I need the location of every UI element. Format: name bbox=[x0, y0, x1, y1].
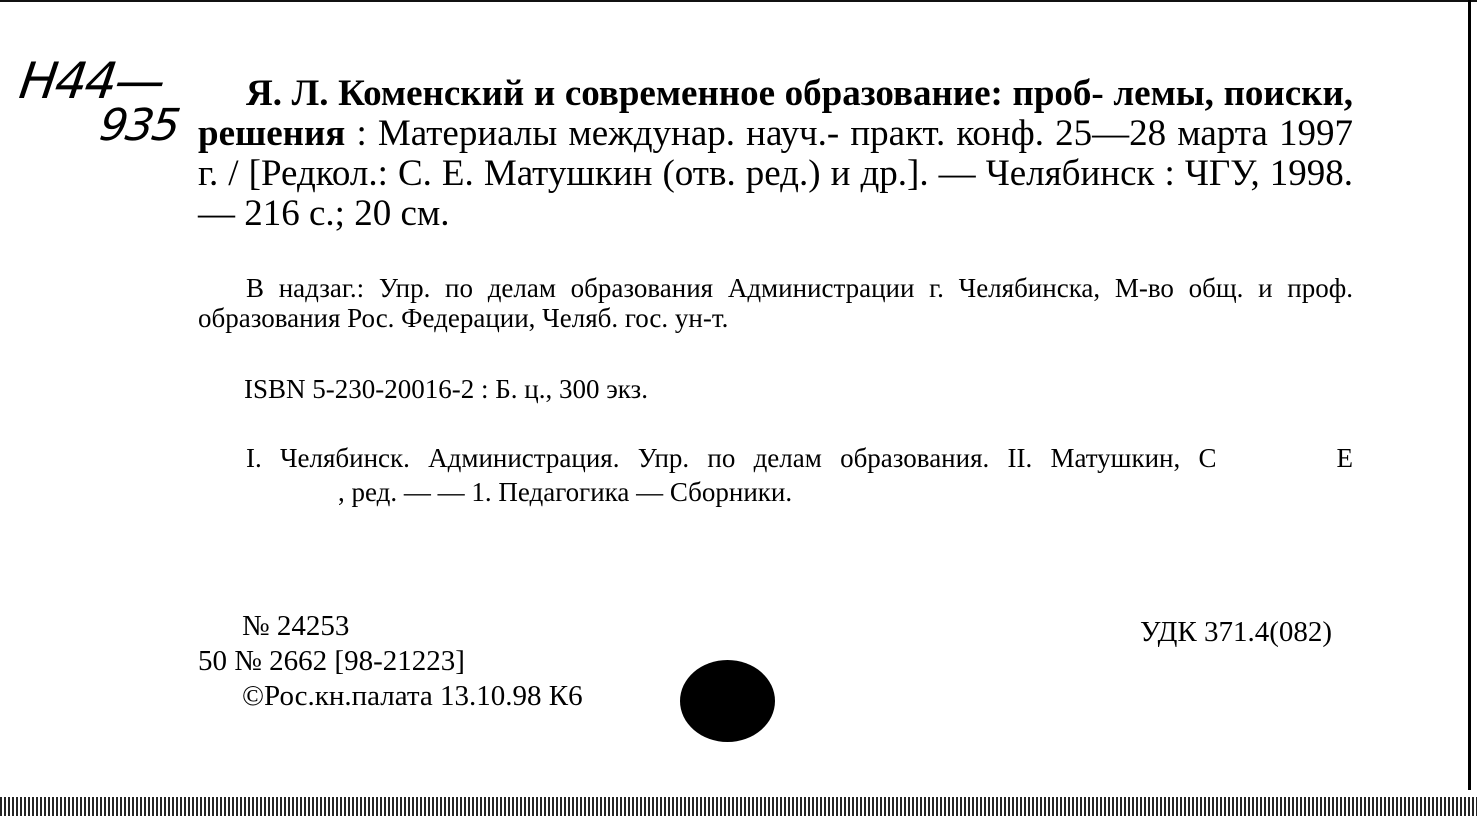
handwritten-shelfmark-2: 935 bbox=[96, 100, 182, 151]
title-line-1: Я. Л. Коменский и современное образование: проб- bbox=[246, 73, 1104, 114]
title-line-2-bold: лемы, поиски, решения bbox=[198, 73, 1354, 154]
order-number: 50 № 2662 [98-21223] bbox=[198, 645, 465, 677]
tracing-part-1: I. Челябинск. Администрация. Упр. по делам образования. II. Матушкин, С bbox=[246, 443, 1217, 473]
bibliographic-title bbox=[198, 74, 1353, 234]
card-top-edge bbox=[0, 0, 1477, 2]
tracing-part-3: , ред. — — 1. Педагогика — Сборники. bbox=[338, 477, 793, 507]
title-rest: практ. конф. 25—28 марта 1997 г. / [Редкол.: С. Е. Матушкин (отв. ред.) и др.]. — Челябинск : ЧГУ, 1998. — 216 с.; 20 см. bbox=[198, 113, 1353, 234]
card-right-edge bbox=[1468, 0, 1471, 790]
tracing-part-2: Е bbox=[1336, 443, 1353, 473]
note-paragraph: В надзаг.: Упр. по делам образования Администрации г. Челябинска, М-во общ. и проф. образования Рос. Федерации, Челяб. гос. ун-т. bbox=[198, 273, 1353, 333]
title-line-2-rest: : Материалы междунар. науч.- bbox=[345, 113, 840, 154]
tracing-paragraph bbox=[198, 441, 1353, 509]
udk-code: УДК 371.4(082) bbox=[1140, 616, 1333, 648]
card-bottom-edge bbox=[0, 797, 1477, 816]
registration-number: № 24253 bbox=[242, 610, 350, 642]
isbn-line: ISBN 5-230-20016-2 : Б. ц., 300 экз. bbox=[244, 374, 648, 404]
handwritten-shelfmark-1: H44— bbox=[15, 52, 168, 110]
copyright-line: ©Рос.кн.палата 13.10.98 К6 bbox=[242, 680, 583, 712]
ink-blot bbox=[680, 660, 775, 742]
